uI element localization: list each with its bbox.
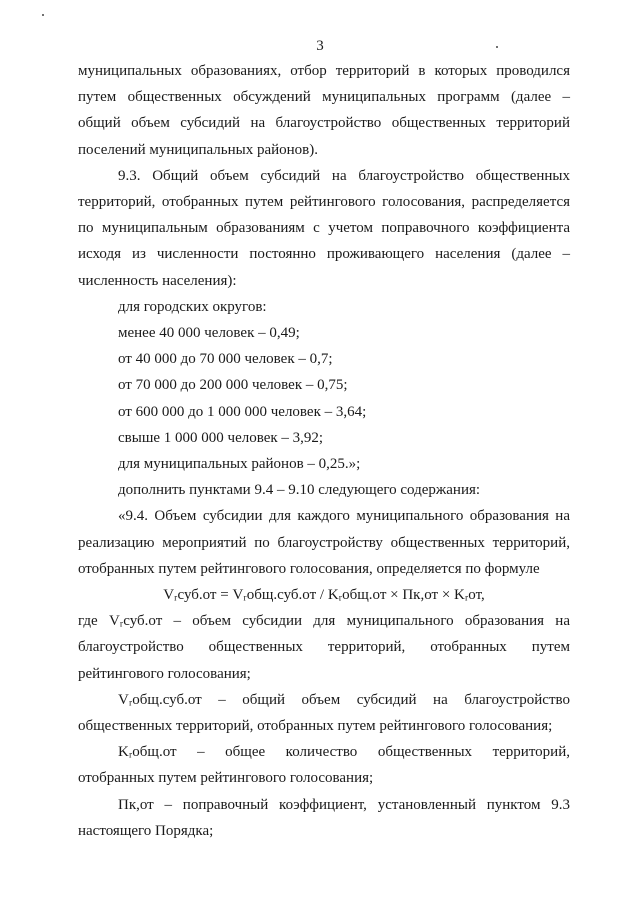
paragraph-9-4: «9.4. Объем субсидии для каждого муниципального образования на реализацию мероприятий по благоустройству общественных территорий, отобранных путем рейтингового голосования, определяется по формуле [78, 508, 570, 577]
where-line: благоустройство общественных территорий, отобранных путем [78, 639, 570, 656]
list-title: для городских округов: [118, 298, 267, 315]
definition-k-total: отобранных путем рейтингового голосования; [78, 770, 374, 787]
scan-speck [496, 46, 498, 48]
where-line: рейтингового голосования; [78, 665, 251, 682]
list-item: свыше 1 000 000 человек – 3,92; [118, 429, 324, 446]
paragraph-9-3: 9.3. Общий объем субсидий на благоустройство общественных территорий, отобранных путем рейтингового голосования, распределяется по муниципальным образованиям с учетом поправочного коэффициента исходя из численности постоянно проживающего населения (далее – численность населения): [78, 167, 570, 289]
scan-speck [42, 14, 44, 16]
definition-pk: настоящего Порядка; [78, 822, 214, 839]
list-item: от 600 000 до 1 000 000 человек – 3,64; [118, 403, 367, 420]
supplement-line: дополнить пунктами 9.4 – 9.10 следующего содержания: [118, 482, 481, 499]
page-number: 3 [316, 38, 324, 54]
definition-v-total: Vᵣобщ.суб.от – общий объем субсидий на благоустройство [118, 691, 570, 708]
formula: Vᵣсуб.от = Vᵣобщ.суб.от / Kᵣобщ.от × Пк,от × Kᵣот, [163, 587, 485, 604]
list-item: от 40 000 до 70 000 человек – 0,7; [118, 351, 333, 368]
list-item: для муниципальных районов – 0,25.»; [118, 456, 361, 473]
list-item: от 70 000 до 200 000 человек – 0,75; [118, 377, 348, 394]
paragraph-continuation: муниципальных образованиях, отбор территорий в которых проводился путем общественных обсуждений муниципальных программ (далее – общий объем субсидий на благоустройство общественных территорий поселений муниципальных районов). [78, 63, 570, 158]
definition-v-total: общественных территорий, отобранных путем рейтингового голосования; [78, 718, 553, 735]
list-item: менее 40 000 человек – 0,49; [118, 325, 300, 342]
where-line: где Vᵣсуб.от – объем субсидии для муниципального образования на [78, 613, 570, 630]
document-body [78, 58, 570, 844]
definition-k-total: Kᵣобщ.от – общее количество общественных территорий, [118, 744, 570, 761]
definition-pk: Пк,от – поправочный коэффициент, установленный пунктом 9.3 [118, 796, 570, 813]
